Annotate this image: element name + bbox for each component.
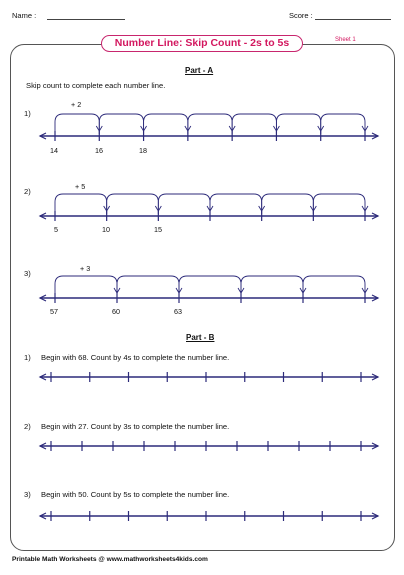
number-line-a3-hop-5 [303,276,365,296]
number-line-a1-hop-2 [99,114,143,134]
number-line-a2-hop-1 [55,194,107,214]
worksheet-title: Number Line: Skip Count - 2s to 5s [101,35,303,52]
problem-a2-number: 2) [24,187,31,196]
number-line-a2-hop-6 [313,194,365,214]
problem-a3-label-3: 63 [174,307,182,316]
number-line-a1-hop-4 [188,114,232,134]
number-line-a1-hop-5 [232,114,276,134]
problem-a3-step: + 3 [80,264,91,273]
problem-a1-label-1: 14 [50,146,58,155]
problem-b3-text: Begin with 50. Count by 5s to complete the number line. [41,490,230,499]
number-line-a1-hop-3 [144,114,188,134]
number-line-a3-hop-4 [241,276,303,296]
number-line-a1-hop-7 [321,114,365,134]
problem-b2-text: Begin with 27. Count by 3s to complete the number line. [41,422,230,431]
name-label: Name : [12,11,37,20]
problem-a1-step: + 2 [71,100,82,109]
number-line-a3-hop-1 [55,276,117,296]
problem-b2-number: 2) [24,422,31,431]
number-line-a3-hop-3 [179,276,241,296]
number-line-a2-hop-2 [107,194,159,214]
sheet-label: Sheet 1 [335,37,356,43]
problem-b1-text: Begin with 68. Count by 4s to complete the number line. [41,353,230,362]
problem-a2-label-1: 5 [54,225,58,234]
problem-b3-number: 3) [24,490,31,499]
score-label: Score : [289,11,313,20]
number-line-a2-hop-4 [210,194,262,214]
part-a-instruction: Skip count to complete each number line. [26,81,166,90]
problem-a3-number: 3) [24,269,31,278]
problem-b1-number: 1) [24,353,31,362]
number-line-a2-hop-5 [262,194,314,214]
problem-a1-label-2: 16 [95,146,103,155]
problem-a1-label-3: 18 [139,146,147,155]
footer-credit: Printable Math Worksheets @ www.mathworksheets4kids.com [12,556,208,563]
part-b-heading: Part - B [186,333,215,342]
problem-a3-label-2: 60 [112,307,120,316]
number-line-a3-hop-2 [117,276,179,296]
problem-a2-label-3: 15 [154,225,162,234]
problem-a2-label-2: 10 [102,225,110,234]
number-line-a2-hop-3 [158,194,210,214]
problem-a3-label-1: 57 [50,307,58,316]
problem-a2-step: + 5 [75,182,86,191]
part-a-heading: Part - A [185,66,214,75]
number-line-a1-hop-1 [55,114,99,134]
number-line-a1-hop-6 [276,114,320,134]
problem-a1-number: 1) [24,109,31,118]
